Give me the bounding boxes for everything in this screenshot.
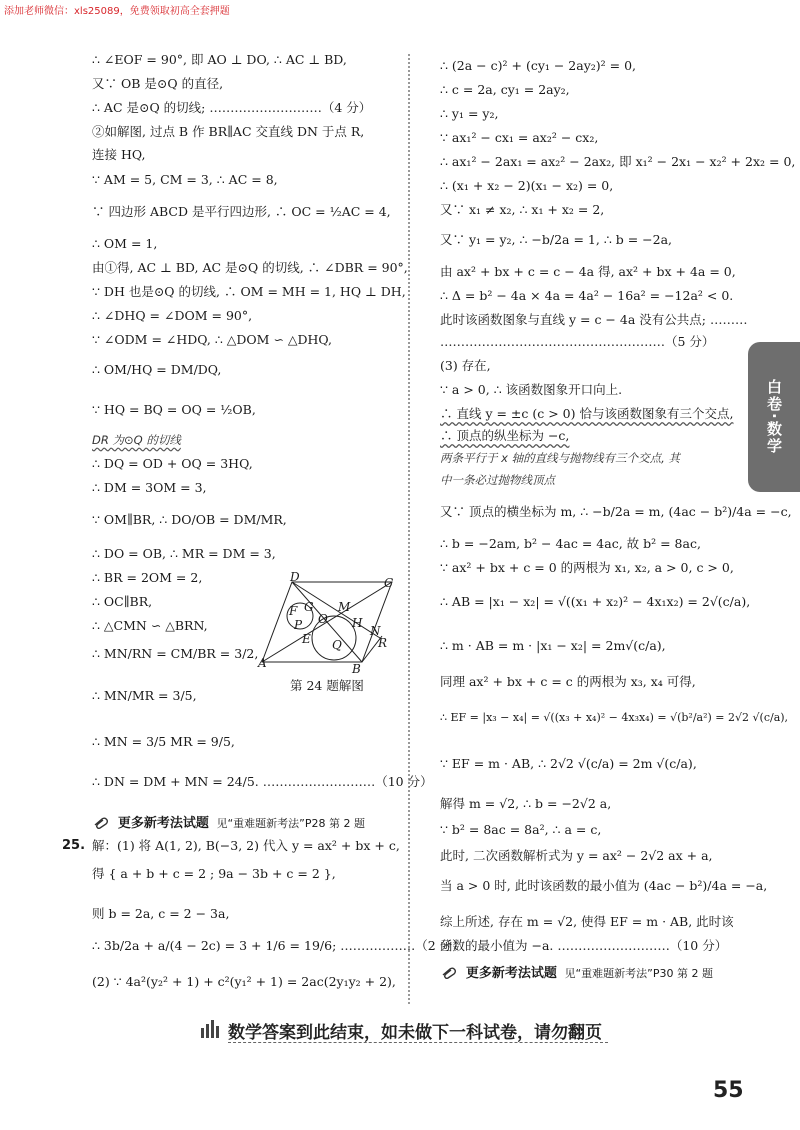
footer-rule xyxy=(228,1042,608,1043)
left-line: ∴ MN/MR = 3/5, xyxy=(92,688,197,703)
left-line: ∴ ∠DHQ = ∠DOM = 90°, xyxy=(92,308,253,323)
right-line: 又∵ 顶点的横坐标为 m, ∴ −b/2a = m, (4ac − b²)/4a = −c, xyxy=(440,504,792,519)
left-line: ∴ ∠EOF = 90°, 即 AO ⊥ DO, ∴ AC ⊥ BD, xyxy=(92,52,347,67)
right-line: ∴ m · AB = m · |x₁ − x₂| = 2m√(c/a), xyxy=(440,638,666,653)
right-line: 当 a > 0 时, 此时该函数的最小值为 (4ac − b²)/4a = −a, xyxy=(440,878,768,893)
handwritten-note: DR 为⊙Q 的切线 xyxy=(92,433,181,447)
q25-line: ∴ 3b/2a + a/(4 − 2c) = 3 + 1/6 = 19/6; ………………（2 分） xyxy=(92,938,465,953)
handwritten-note: 两条平行于 x 轴的直线与抛物线有三个交点, 其 xyxy=(440,451,680,465)
right-line: ∴ y₁ = y₂, xyxy=(440,106,499,121)
right-line: ∴ ax₁² − 2ax₁ = ax₂² − 2ax₂, 即 x₁² − 2x₁ − x₂² + 2x₂ = 0, xyxy=(440,154,796,169)
q25-line: 解：(1) 将 A(1, 2), B(−3, 2) 代入 y = ax² + bx + c, xyxy=(92,838,400,853)
left-line: ∵ OM∥BR, ∴ DO/OB = DM/MR, xyxy=(92,512,287,527)
left-line: ∴ OM = 1, xyxy=(92,236,158,251)
point-label: Q xyxy=(332,638,342,652)
figure-caption: 第 24 题解图 xyxy=(290,678,364,693)
right-line: ∴ b = −2am, b² − 4ac = 4ac, 故 b² = 8ac, xyxy=(440,536,701,551)
right-line: 又∵ y₁ = y₂, ∴ −b/2a = 1, ∴ b = −2a, xyxy=(440,232,673,247)
right-line: 又∵ x₁ ≠ x₂, ∴ x₁ + x₂ = 2, xyxy=(440,202,605,217)
subject-side-tab: 白卷·数学 xyxy=(748,342,800,492)
left-line: ∵ ∠ODM = ∠HDQ, ∴ △DOM ∽ △DHQ, xyxy=(92,332,333,347)
left-line: ∴ OC∥BR, xyxy=(92,594,153,609)
right-line: (3) 存在, xyxy=(440,358,491,373)
right-line: ∴ Δ = b² − 4a × 4a = 4a² − 16a² = −12a² < 0. xyxy=(440,288,734,303)
column-divider xyxy=(408,54,410,1004)
right-line: ………………………………………………（5 分） xyxy=(440,334,715,349)
right-line: ∴ 顶点的纵坐标为 −c, xyxy=(440,428,570,443)
footer-text: 数学答案到此结束，如未做下一科试卷，请勿翻页 xyxy=(228,1023,602,1043)
right-line: ∵ ax² + bx + c = 0 的两根为 x₁, x₂, a > 0, c > 0, xyxy=(440,560,734,575)
more-title: 更多新考法试题 xyxy=(465,966,557,981)
left-line: ∵ AM = 5, CM = 3, ∴ AC = 8, xyxy=(92,172,278,187)
right-line: ∵ b² = 8ac = 8a², ∴ a = c, xyxy=(440,822,602,837)
paperclip-icon xyxy=(92,817,110,829)
right-line: 同理 ax² + bx + c = c 的两根为 x₃, x₄ 可得, xyxy=(440,674,696,689)
right-line: ∴ (x₁ + x₂ − 2)(x₁ − x₂) = 0, xyxy=(440,178,614,193)
right-line: 综上所述, 存在 m = √2, 使得 EF = m · AB, 此时该 xyxy=(440,914,734,929)
left-line: ∴ DM = 3OM = 3, xyxy=(92,480,207,495)
left-line: ∴ DQ = OD + OQ = 3HQ, xyxy=(92,456,253,471)
point-label: O xyxy=(318,612,328,626)
point-label: H xyxy=(352,616,363,630)
right-line: ∴ AB = |x₁ − x₂| = √((x₁ + x₂)² − 4x₁x₂) = 2√(c/a), xyxy=(440,594,751,609)
right-line: 此时该函数图象与直线 y = c − 4a 没有公共点; ……… xyxy=(440,312,748,327)
point-label: D xyxy=(290,570,300,584)
left-line: ∴ AC 是⊙Q 的切线; ………………………（4 分） xyxy=(92,100,372,115)
point-label: E xyxy=(302,632,311,646)
point-label: R xyxy=(378,636,388,650)
left-line: ∵ 四边形 ABCD 是平行四边形, ∴ OC = ½AC = 4, xyxy=(92,204,391,219)
left-line: ②如解图, 过点 B 作 BR∥AC 交直线 DN 于点 R, xyxy=(92,124,365,139)
more-ref: 见“重难题新考法”P30 第 2 题 xyxy=(564,967,713,980)
right-line: ∵ ax₁² − cx₁ = ax₂² − cx₂, xyxy=(440,130,599,145)
right-line: ∴ EF = |x₃ − x₄| = √((x₃ + x₄)² − 4x₃x₄) = √(b²/a²) = 2√2 √(c/a), xyxy=(440,711,789,724)
left-line: ∴ △CMN ∽ △BRN, xyxy=(92,618,208,633)
more-ref: 见“重难题新考法”P28 第 2 题 xyxy=(216,817,365,830)
right-line: ∴ 直线 y = ±c (c > 0) 恰与该函数图象有三个交点, xyxy=(440,406,734,421)
watermark: 添加老师微信：xls25089，免费领取初高全套押题 xyxy=(4,6,230,17)
handwritten-note: 中一条必过抛物线顶点 xyxy=(440,473,555,487)
left-line: 由①得, AC ⊥ BD, AC 是⊙Q 的切线, ∴ ∠DBR = 90°, xyxy=(92,260,408,275)
point-label: C xyxy=(384,576,394,590)
more-questions-link[interactable] xyxy=(92,812,365,831)
left-line: ∴ MN = 3/5 MR = 9/5, xyxy=(92,734,235,749)
q25-line: 则 b = 2a, c = 2 − 3a, xyxy=(92,906,230,921)
bar-chart-icon xyxy=(200,1018,222,1038)
point-label: G xyxy=(304,600,314,614)
right-line: 由 ax² + bx + c = c − 4a 得, ax² + bx + 4a = 0, xyxy=(440,264,736,279)
q25-line: 得 { a + b + c = 2 ; 9a − 3b + c = 2 }, xyxy=(92,866,336,881)
end-of-answers-footer xyxy=(200,1014,620,1044)
left-line: 连接 HQ, xyxy=(92,147,146,162)
left-line: 又∵ OB 是⊙Q 的直径, xyxy=(92,76,224,91)
page-number: 55 xyxy=(713,1078,744,1103)
q25-line: (2) ∵ 4a²(y₂² + 1) + c²(y₁² + 1) = 2ac(2y₁y₂ + 2), xyxy=(92,974,396,989)
point-label: A xyxy=(258,656,267,670)
right-line: 此时, 二次函数解析式为 y = ax² − 2√2 ax + a, xyxy=(440,848,713,863)
left-line: ∵ DH 也是⊙Q 的切线, ∴ OM = MH = 1, HQ ⊥ DH, xyxy=(92,284,406,299)
question-number: 25. xyxy=(62,838,86,853)
paperclip-icon xyxy=(440,967,458,979)
left-line: ∴ DO = OB, ∴ MR = DM = 3, xyxy=(92,546,276,561)
more-title: 更多新考法试题 xyxy=(117,816,209,831)
right-line: 解得 m = √2, ∴ b = −2√2 a, xyxy=(440,796,612,811)
point-label: N xyxy=(370,624,381,638)
right-line: 函数的最小值为 −a. ………………………（10 分） xyxy=(440,938,728,953)
left-line: ∴ BR = 2OM = 2, xyxy=(92,570,203,585)
right-line: ∵ a > 0, ∴ 该函数图象开口向上. xyxy=(440,382,623,397)
left-line: ∴ OM/HQ = DM/DQ, xyxy=(92,362,222,377)
point-label: F xyxy=(289,604,298,618)
right-line: ∴ c = 2a, cy₁ = 2ay₂, xyxy=(440,82,570,97)
more-questions-link[interactable] xyxy=(440,962,713,981)
right-line: ∵ EF = m · AB, ∴ 2√2 √(c/a) = 2m √(c/a), xyxy=(440,756,697,771)
point-label: B xyxy=(352,662,361,676)
left-line: ∴ DN = DM + MN = 24/5. ………………………（10 分） xyxy=(92,774,433,789)
left-line: ∵ HQ = BQ = OQ = ½OB, xyxy=(92,402,256,417)
right-line: ∴ (2a − c)² + (cy₁ − 2ay₂)² = 0, xyxy=(440,58,637,73)
point-label: P xyxy=(294,618,303,632)
point-label: M xyxy=(338,600,351,614)
left-line: ∴ MN/RN = CM/BR = 3/2, xyxy=(92,646,259,661)
